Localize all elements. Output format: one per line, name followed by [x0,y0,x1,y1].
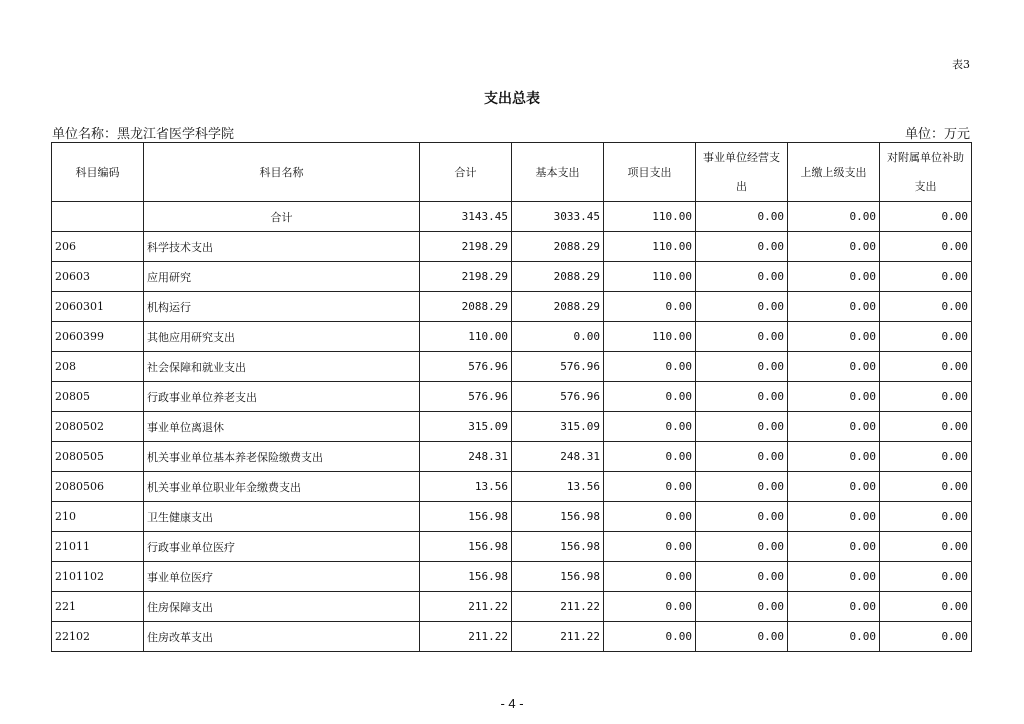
cell-upper: 0.00 [788,562,880,592]
table-row [52,472,972,502]
cell-basic: 211.22 [512,592,604,622]
cell-subsidy: 0.00 [880,622,972,652]
table-row [52,322,972,352]
cell-name: 事业单位医疗 [144,562,420,592]
cell-business: 0.00 [696,472,788,502]
cell-business: 0.00 [696,352,788,382]
table-row [52,262,972,292]
cell-business: 0.00 [696,232,788,262]
cell-subsidy: 0.00 [880,202,972,232]
cell-upper: 0.00 [788,412,880,442]
cell-basic: 2088.29 [512,262,604,292]
cell-project: 110.00 [604,232,696,262]
cell-subsidy: 0.00 [880,352,972,382]
cell-code: 221 [52,592,144,622]
header-name: 科目名称 [144,143,420,202]
cell-name: 其他应用研究支出 [144,322,420,352]
header-upper: 上缴上级支出 [788,143,880,202]
cell-upper: 0.00 [788,352,880,382]
cell-basic: 156.98 [512,532,604,562]
cell-name: 科学技术支出 [144,232,420,262]
header-basic: 基本支出 [512,143,604,202]
table-row [52,202,972,232]
header-total: 合计 [420,143,512,202]
cell-total: 248.31 [420,442,512,472]
cell-upper: 0.00 [788,592,880,622]
cell-subsidy: 0.00 [880,262,972,292]
cell-name: 应用研究 [144,262,420,292]
cell-basic: 248.31 [512,442,604,472]
cell-upper: 0.00 [788,382,880,412]
cell-total: 156.98 [420,502,512,532]
cell-basic: 0.00 [512,322,604,352]
cell-subsidy: 0.00 [880,472,972,502]
cell-business: 0.00 [696,502,788,532]
cell-total: 2198.29 [420,262,512,292]
cell-basic: 2088.29 [512,292,604,322]
cell-project: 0.00 [604,382,696,412]
cell-basic: 576.96 [512,382,604,412]
cell-name: 事业单位离退休 [144,412,420,442]
cell-project: 0.00 [604,472,696,502]
cell-name: 住房改革支出 [144,622,420,652]
table-row [52,562,972,592]
cell-business: 0.00 [696,532,788,562]
cell-upper: 0.00 [788,262,880,292]
table-row [52,412,972,442]
page-number: - 4 - [500,696,524,711]
cell-project: 0.00 [604,532,696,562]
cell-upper: 0.00 [788,442,880,472]
cell-project: 0.00 [604,442,696,472]
cell-basic: 2088.29 [512,232,604,262]
header-project: 项目支出 [604,143,696,202]
cell-name: 合计 [144,202,420,232]
cell-code: 22102 [52,622,144,652]
cell-total: 13.56 [420,472,512,502]
table-row [52,592,972,622]
cell-basic: 576.96 [512,352,604,382]
cell-total: 156.98 [420,562,512,592]
cell-project: 0.00 [604,352,696,382]
cell-upper: 0.00 [788,532,880,562]
cell-total: 2088.29 [420,292,512,322]
cell-upper: 0.00 [788,622,880,652]
cell-business: 0.00 [696,622,788,652]
cell-business: 0.00 [696,292,788,322]
table-row [52,382,972,412]
cell-upper: 0.00 [788,202,880,232]
cell-subsidy: 0.00 [880,502,972,532]
table-row [52,292,972,322]
cell-name: 机关事业单位职业年金缴费支出 [144,472,420,502]
cell-subsidy: 0.00 [880,322,972,352]
cell-project: 0.00 [604,412,696,442]
cell-total: 576.96 [420,382,512,412]
cell-subsidy: 0.00 [880,412,972,442]
cell-basic: 211.22 [512,622,604,652]
page-title: 支出总表 [484,91,540,107]
cell-basic: 156.98 [512,502,604,532]
cell-upper: 0.00 [788,502,880,532]
cell-total: 110.00 [420,322,512,352]
cell-code: 21011 [52,532,144,562]
cell-business: 0.00 [696,202,788,232]
table-header-row [52,143,972,202]
cell-upper: 0.00 [788,472,880,502]
cell-code: 2060399 [52,322,144,352]
cell-total: 156.98 [420,532,512,562]
table-row [52,502,972,532]
cell-name: 社会保障和就业支出 [144,352,420,382]
currency-unit: 单位：万元 [904,127,970,142]
table-row [52,442,972,472]
cell-name: 住房保障支出 [144,592,420,622]
cell-basic: 3033.45 [512,202,604,232]
cell-subsidy: 0.00 [880,532,972,562]
cell-total: 211.22 [420,592,512,622]
table-row [52,532,972,562]
cell-upper: 0.00 [788,322,880,352]
header-business: 事业单位经营支出 [696,143,788,202]
cell-subsidy: 0.00 [880,592,972,622]
cell-project: 110.00 [604,322,696,352]
cell-business: 0.00 [696,322,788,352]
cell-subsidy: 0.00 [880,442,972,472]
table-row [52,622,972,652]
cell-business: 0.00 [696,382,788,412]
cell-business: 0.00 [696,562,788,592]
unit-name: 单位名称：黑龙江省医学科学院 [52,127,235,142]
cell-code: 20603 [52,262,144,292]
cell-code [52,202,144,232]
cell-business: 0.00 [696,592,788,622]
cell-total: 315.09 [420,412,512,442]
cell-code: 210 [52,502,144,532]
cell-business: 0.00 [696,442,788,472]
cell-basic: 315.09 [512,412,604,442]
cell-project: 0.00 [604,562,696,592]
cell-name: 行政事业单位养老支出 [144,382,420,412]
cell-upper: 0.00 [788,232,880,262]
cell-subsidy: 0.00 [880,232,972,262]
cell-project: 0.00 [604,592,696,622]
cell-name: 行政事业单位医疗 [144,532,420,562]
cell-project: 0.00 [604,502,696,532]
header-code: 科目编码 [52,143,144,202]
cell-name: 卫生健康支出 [144,502,420,532]
cell-total: 2198.29 [420,232,512,262]
cell-subsidy: 0.00 [880,382,972,412]
cell-code: 2080505 [52,442,144,472]
cell-code: 2101102 [52,562,144,592]
cell-project: 0.00 [604,622,696,652]
cell-code: 206 [52,232,144,262]
cell-name: 机关事业单位基本养老保险缴费支出 [144,442,420,472]
cell-upper: 0.00 [788,292,880,322]
cell-subsidy: 0.00 [880,292,972,322]
table-row [52,352,972,382]
table-row [52,232,972,262]
cell-subsidy: 0.00 [880,562,972,592]
cell-total: 3143.45 [420,202,512,232]
cell-total: 211.22 [420,622,512,652]
cell-business: 0.00 [696,412,788,442]
cell-basic: 156.98 [512,562,604,592]
table-number: 表3 [952,58,970,71]
cell-basic: 13.56 [512,472,604,502]
cell-code: 2060301 [52,292,144,322]
cell-name: 机构运行 [144,292,420,322]
expenditure-table [51,142,972,652]
cell-project: 110.00 [604,262,696,292]
cell-code: 208 [52,352,144,382]
header-subsidy: 对附属单位补助支出 [880,143,972,202]
cell-project: 0.00 [604,292,696,322]
cell-business: 0.00 [696,262,788,292]
cell-code: 20805 [52,382,144,412]
cell-code: 2080502 [52,412,144,442]
cell-total: 576.96 [420,352,512,382]
cell-project: 110.00 [604,202,696,232]
cell-code: 2080506 [52,472,144,502]
